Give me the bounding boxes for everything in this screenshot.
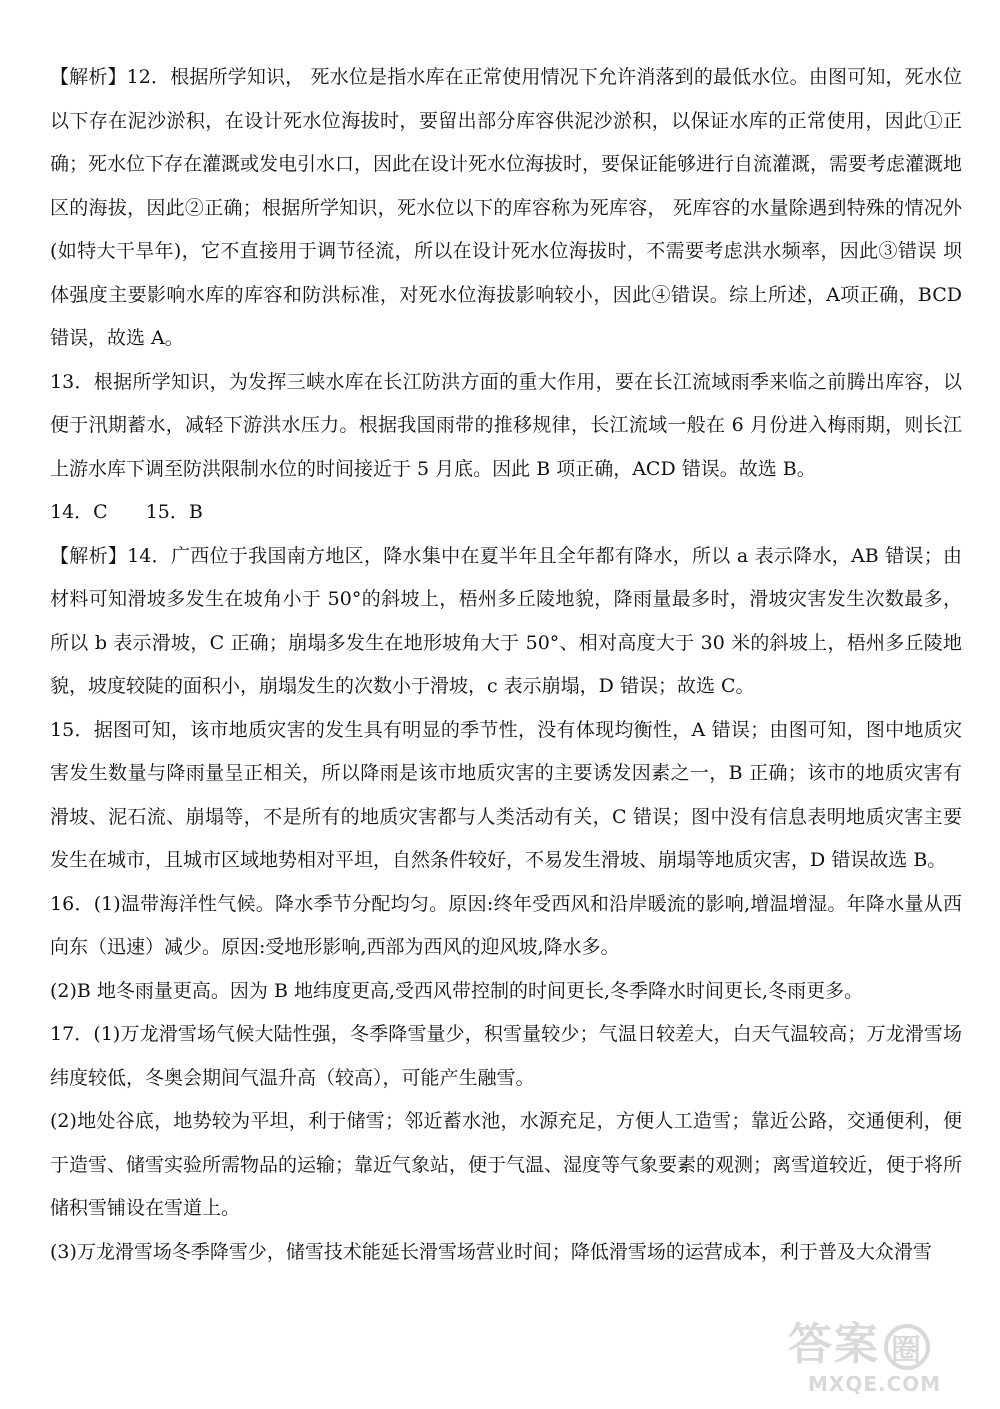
paragraph-q16-part1: 16．(1)温带海洋性气候。降水季节分配均匀。原因:终年受西风和沿岸暖流的影响,增温增湿。年降水量从西向东（迅速）减少。原因:受地形影响,西部为西风的迎风坡,降水多。: [50, 892, 962, 958]
paragraph-q13-analysis: 13．根据所学知识，为发挥三峡水库在长江防洪方面的重大作用，要在长江流域雨季来临之前腾出库容，以便于汛期蓄水，减轻下游洪水压力。根据我国雨带的推移规律，长江流域一般在 6 月份进入梅雨期，则长江上游水库下调至防洪限制水位的时间接近于 5 月底。因此 B 项正确，ACD 错误。故选 B。: [50, 370, 962, 480]
paragraph-q14-15-answers: 14．C 15．B: [50, 501, 203, 523]
paragraph-q14-analysis: 【解析】14．广西位于我国南方地区，降水集中在夏半年且全年都有降水，所以 a 表示降水，AB 错误；由材料可知滑坡多发生在坡角小于 50°的斜坡上，梧州多丘陵地貌，降雨量最多时，滑坡灾害发生次数最多，所以 b 表示滑坡，C 正确；崩塌多发生在地形坡角大于 50°、相对高度大于 30 米的斜坡上，梧州多丘陵地貌，坡度较陡的面积小，崩塌发生的次数小于滑坡，c 表示崩塌，D 错误；故选 C。: [50, 544, 962, 697]
watermark-logo-text: 答案 圈: [788, 1319, 978, 1371]
paragraph-q17-part1: 17．(1)万龙滑雪场气候大陆性强，冬季降雪量少，积雪量较少；气温日较差大，白天气温较高；万龙滑雪场纬度较低，冬奥会期间气温升高（较高），可能产生融雪。: [50, 1023, 962, 1089]
paragraph-q12-analysis: 【解析】12．根据所学知识， 死水位是指水库在正常使用情况下允许消落到的最低水位。由图可知，死水位以下存在泥沙淤积，在设计死水位海拔时，要留出部分库容供泥沙淤积，以保证水库的正常使用，因此①正确；死水位下存在灌溉或发电引水口，因此在设计死水位海拔时，要保证能够进行自流灌溉，需要考虑灌溉地区的海拔，因此②正确；根据所学知识，死水位以下的库容称为死库容， 死库容的水量除遇到特殊的情况外(如特大干旱年)，它不直接用于调节径流，所以在设计死水位海拔时，不需要考虑洪水频率，因此③错误 坝体强度主要影响水库的库容和防洪标准，对死水位海拔影响较小，因此④错误。综上所述，A项正确，BCD 错误，故选 A。: [50, 66, 963, 349]
paragraph-q17-part2: (2)地处谷底，地势较为平坦，利于储雪；邻近蓄水池，水源充足，方便人工造雪；靠近公路，交通便利，便于造雪、储雪实验所需物品的运输；靠近气象站，便于气温、湿度等气象要素的观测；离雪道较近，便于将所储积雪铺设在雪道上。: [50, 1110, 963, 1219]
watermark-url: MXQE.COM: [808, 1372, 942, 1396]
answer-text-body: [50, 56, 962, 1274]
paragraph-q15-analysis: 15．据图可知，该市地质灾害的发生具有明显的季节性，没有体现均衡性，A 错误；由图可知，图中地质灾害发生数量与降雨量呈正相关，所以降雨是该市地质灾害的主要诱发因素之一，B 正确；该市的地质灾害有滑坡、泥石流、崩塌等，不是所有的地质灾害都与人类活动有关，C 错误；图中没有信息表明地质灾害主要发生在城市，且城市区域地势相对平坦，自然条件较好，不易发生滑坡、崩塌等地质灾害，D 错误故选 B。: [50, 718, 962, 871]
watermark-circle-icon: 圈: [884, 1324, 930, 1370]
watermark-logo: [788, 1319, 978, 1397]
paragraph-q17-part3: (3)万龙滑雪场冬季降雪少，储雪技术能延长滑雪场营业时间；降低滑雪场的运营成本，利于普及大众滑雪: [50, 1240, 932, 1263]
paragraph-q16-part2: (2)B 地冬雨量更高。因为 B 地纬度更高,受西风带控制的时间更长,冬季降水时间更长,冬雨更多。: [50, 979, 864, 1002]
